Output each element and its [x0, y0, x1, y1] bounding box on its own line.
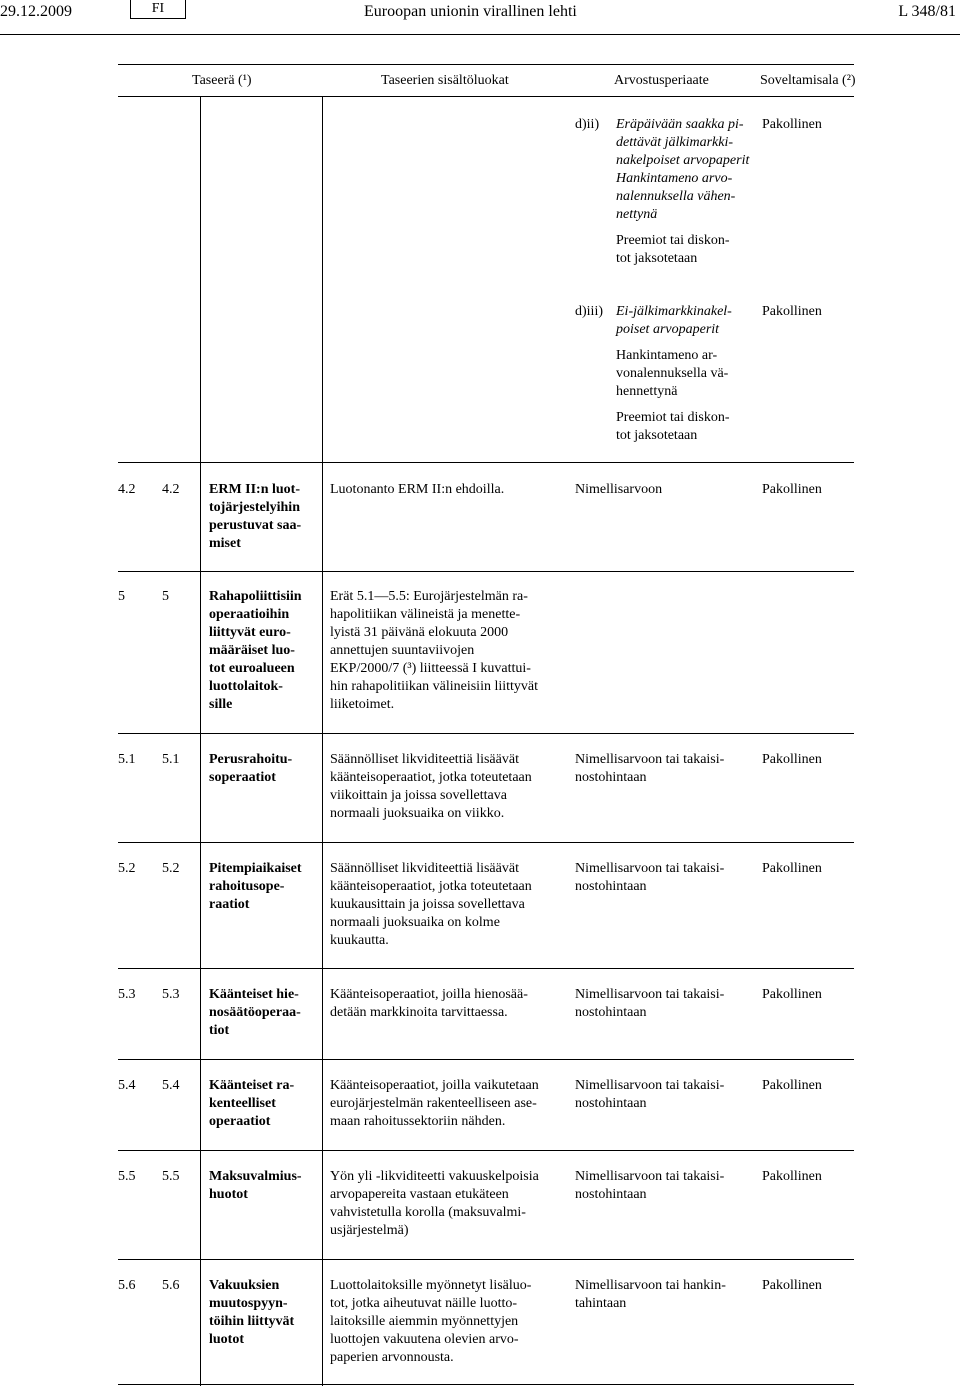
publication-date: 29.12.2009: [0, 3, 72, 20]
row-rule: [118, 1150, 854, 1151]
item-title: ERM II:n luot- tojärjestelyihin perustuvat saa- miset: [209, 482, 302, 551]
item-content: Yön yli -likviditeetti vakuuskelpoisia arvopapereita vastaan etukäteen vahvistetulla korolla (maksuvalmi- usjärjestelmä): [330, 1169, 539, 1238]
item-title: Vakuuksien muutospyyn- töihin liittyvät luotot: [209, 1278, 295, 1347]
valuation-italic: Ei-jälkimarkkinakel- poiset arvopaperit: [616, 304, 732, 337]
row-rule: [118, 1059, 854, 1060]
valuation-principle: Nimellisarvoon tai takaisi- nostohintaan: [575, 861, 725, 894]
item-content: Luotonanto ERM II:n ehdoilla.: [330, 482, 505, 497]
valuation-text: [616, 116, 756, 268]
row-rule: [118, 571, 854, 572]
valuation-principle: Nimellisarvoon: [575, 482, 663, 497]
row-rule: [118, 968, 854, 969]
column-header-item: Taseerä (¹): [192, 73, 252, 88]
valuation-plain: Preemiot tai diskon- tot jaksotetaan: [616, 410, 730, 443]
row-rule: [118, 1259, 854, 1260]
row-rule: [118, 462, 854, 463]
item-number: 5.4: [118, 1078, 136, 1093]
valuation-principle: Nimellisarvoon tai takaisi- nostohintaan: [575, 987, 725, 1020]
valuation-italic: Eräpäivään saakka pi- dettävät jälkimarkki- nakelpoiset arvopaperit Hankintameno arvo- nalennuksella vähen- nettynä: [616, 117, 750, 222]
header-rule: [0, 34, 960, 35]
scope-value: Pakollinen: [762, 987, 822, 1002]
item-number: 5.1: [162, 752, 180, 767]
column-header-categories: Taseerien sisältöluokat: [381, 73, 509, 88]
item-number: 5.3: [118, 987, 136, 1002]
scope-value: Pakollinen: [762, 1169, 822, 1184]
item-title: Maksuvalmius- huotot: [209, 1169, 302, 1202]
item-number: 4.2: [118, 482, 136, 497]
column-divider: [200, 97, 201, 1386]
item-number: 5: [162, 589, 169, 604]
page-reference: L 348/81: [898, 3, 956, 20]
valuation-plain: Preemiot tai diskon- tot jaksotetaan: [616, 233, 730, 266]
item-content: Erät 5.1—5.5: Eurojärjestelmän ra- hapolitiikan välineistä ja menette- lyistä 31 päivänä elokuuta 2000 annettujen suuntaviivojen EKP/2000/7 (³) liitteessä I kuvattui- hin rahapolitiikan välineisiin liittyvät liiketoimet.: [330, 589, 539, 712]
item-title: Käänteiset ra- kenteelliset operaatiot: [209, 1078, 295, 1129]
valuation-principle: Nimellisarvoon tai hankin- tahintaan: [575, 1278, 726, 1311]
valuation-principle: Nimellisarvoon tai takaisi- nostohintaan: [575, 1169, 725, 1202]
sub-item-code: d)ii): [575, 117, 600, 132]
item-title: Käänteiset hie- nosäätöoperaa- tiot: [209, 987, 301, 1038]
scope-value: Pakollinen: [762, 304, 822, 319]
valuation-text: [616, 303, 756, 445]
table-top-rule: [118, 64, 854, 65]
item-title: Rahapoliittisiin operaatioihin liittyvät euro- määräiset luo- tot euroalueen luottolaitok- sille: [209, 589, 302, 712]
valuation-plain: Hankintameno ar- vonalennuksella vä- hennettynä: [616, 348, 729, 399]
item-title: Perusrahoitu- soperaatiot: [209, 752, 293, 785]
scope-value: Pakollinen: [762, 117, 822, 132]
item-number: 5.1: [118, 752, 136, 767]
valuation-principle: Nimellisarvoon tai takaisi- nostohintaan: [575, 1078, 725, 1111]
item-content: Säännölliset likviditeettiä lisäävät käänteisoperaatiot, jotka toteutetaan viikoittain ja joissa sovellettava normaali juoksuaika on viikko.: [330, 752, 532, 821]
scope-value: Pakollinen: [762, 1078, 822, 1093]
item-number: 5.6: [162, 1278, 180, 1293]
item-number: 5.2: [162, 861, 180, 876]
item-number: 5.4: [162, 1078, 180, 1093]
column-header-scope: Soveltamisala (²): [760, 73, 856, 88]
scope-value: Pakollinen: [762, 1278, 822, 1293]
item-number: 5.5: [162, 1169, 180, 1184]
column-header-valuation: Arvostusperiaate: [614, 73, 709, 88]
item-content: Säännölliset likviditeettiä lisäävät käänteisoperaatiot, jotka toteutetaan kuukausittain ja joissa sovellettava normaali juoksuaika on kolme kuukautta.: [330, 861, 532, 948]
item-number: 5.3: [162, 987, 180, 1002]
scope-value: Pakollinen: [762, 752, 822, 767]
item-content: Luottolaitoksille myönnetyt lisäluo- tot, jotka aiheutuvat näille luotto- laitoksille aiemmin myönnettyjen luottojen vakuutena olevien arvo- paperien arvonnousta.: [330, 1278, 532, 1365]
item-content: Käänteisoperaatiot, joilla hienosää- detään markkinoita tarvittaessa.: [330, 987, 528, 1020]
row-rule: [118, 842, 854, 843]
row-rule: [118, 733, 854, 734]
language-code-box: FI: [130, 0, 186, 19]
row-rule: [118, 1384, 854, 1385]
scope-value: Pakollinen: [762, 861, 822, 876]
table-header-rule: [118, 96, 854, 97]
item-number: 5.2: [118, 861, 136, 876]
page-header: [0, 0, 960, 36]
journal-title: Euroopan unionin virallinen lehti: [364, 3, 577, 20]
sub-item-code: d)iii): [575, 304, 603, 319]
scope-value: Pakollinen: [762, 482, 822, 497]
item-content: Käänteisoperaatiot, joilla vaikutetaan eurojärjestelmän rakenteelliseen ase- maan rahoitussektoriin nähden.: [330, 1078, 539, 1129]
valuation-principle: Nimellisarvoon tai takaisi- nostohintaan: [575, 752, 725, 785]
item-number: 5: [118, 589, 125, 604]
column-divider: [322, 97, 323, 1386]
item-number: 5.5: [118, 1169, 136, 1184]
item-number: 5.6: [118, 1278, 136, 1293]
item-number: 4.2: [162, 482, 180, 497]
item-title: Pitempiaikaiset rahoitusope- raatiot: [209, 861, 302, 912]
